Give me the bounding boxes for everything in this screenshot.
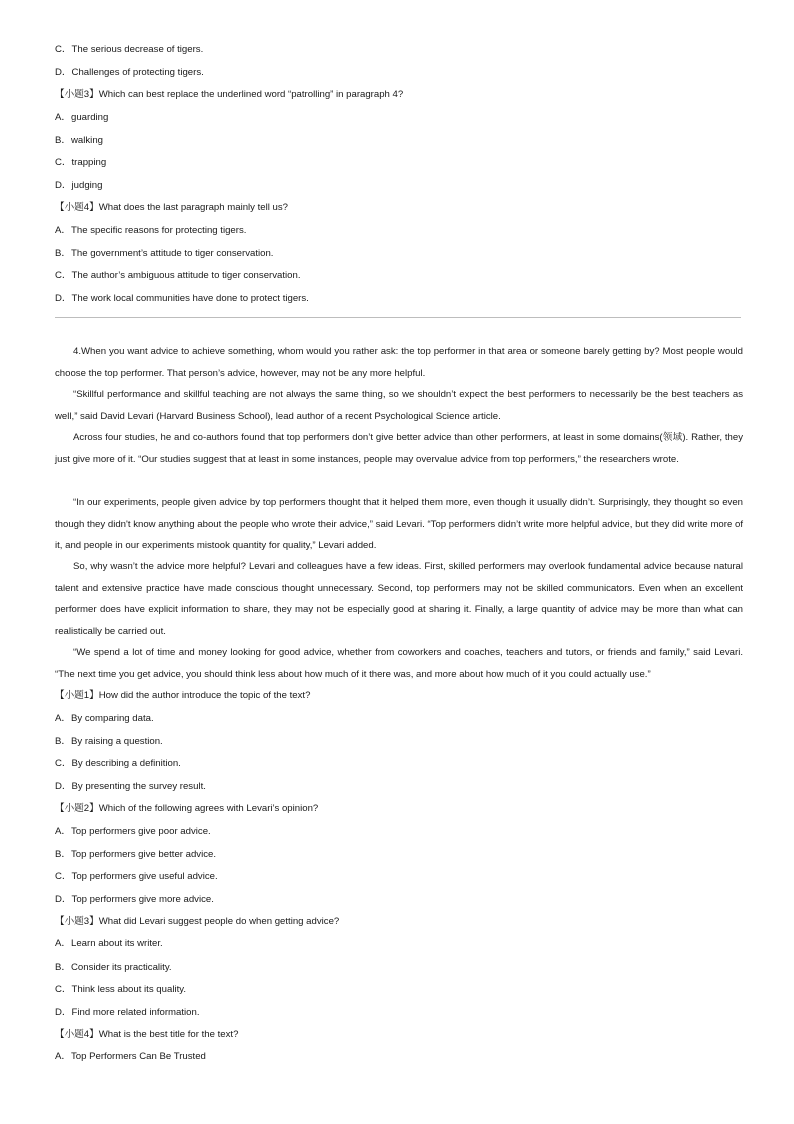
option-a: A．Top Performers Can Be Trusted — [55, 1051, 206, 1062]
passage-paragraph: So, why wasn’t the advice more helpful? Levari and colleagues have a few ideas. First, skilled performers may overlook fundamental advice because natural talent and extensive practice have made conscious thought unnecessary. Second, top performers may not be skilled communicators. Even when an excellent performer does have explicit information to share, they may not be especially good at sharing it. Finally, a large quantity of advice may be more than what can realistically be carried out. — [55, 561, 743, 637]
option-b: B．Consider its practicality. — [55, 962, 172, 973]
passage-paragraph: Across four studies, he and co-authors found that top performers don’t give better advice than other performers, at least in some domains(领域). Rather, they just give more of it. “Our studies suggest that at least in some instances, people may overvalue advice from top performers,” the researchers wrote. — [55, 432, 743, 465]
passage-paragraph: “We spend a lot of time and money looking for good advice, whether from coworkers and coaches, teachers and tutors, or friends and family,” said Levari. “The next time you get advice, you should think less about how much of it there was, and more about how much of it you could actually use.” — [55, 647, 743, 680]
option-d: D．The work local communities have done to protect tigers. — [55, 293, 309, 304]
option-c: C．Top performers give useful advice. — [55, 871, 218, 882]
option-a: A．By comparing data. — [55, 713, 154, 724]
option-d: D．By presenting the survey result. — [55, 781, 206, 792]
option-c: C．Think less about its quality. — [55, 984, 186, 995]
option-a: A．Learn about its writer. — [55, 938, 163, 949]
passage-paragraph: “In our experiments, people given advice by top performers thought that it helped them more, even though it usually didn’t. Surprisingly, they thought so even though they didn't know anything about the people who wrote their advice,” said Levari. “Top performers didn’t write more helpful advice, but they did write more of it, and people in our experiments mistook quantity for quality,” Levari added. — [55, 497, 743, 551]
question-4: 【小题4】What does the last paragraph mainly tell us? — [55, 202, 289, 213]
option-a: A．The specific reasons for protecting tigers. — [55, 225, 247, 236]
option-c: C．trapping — [55, 157, 107, 168]
passage-paragraph: 4.When you want advice to achieve something, whom would you rather ask: the top performer in that area or someone barely getting by? Most people would choose the top performer. That person’s advice, however, may not be any more helpful. — [55, 346, 743, 379]
option-c: C．The serious decrease of tigers. — [55, 44, 204, 55]
option-c: C．The author’s ambiguous attitude to tiger conservation. — [55, 270, 301, 281]
option-b: B．Top performers give better advice. — [55, 849, 217, 860]
section-divider — [55, 317, 741, 318]
option-d: D．Challenges of protecting tigers. — [55, 67, 204, 78]
option-d: D．Find more related information. — [55, 1007, 200, 1018]
option-c: C．By describing a definition. — [55, 758, 181, 769]
question-2: 【小题2】Which of the following agrees with Levari’s opinion? — [55, 803, 319, 814]
option-b: B．walking — [55, 135, 103, 146]
option-d: D．Top performers give more advice. — [55, 894, 214, 905]
option-a: A．guarding — [55, 112, 109, 123]
option-d: D．judging — [55, 180, 103, 191]
question-3: 【小题3】What did Levari suggest people do when getting advice? — [55, 916, 340, 927]
question-1: 【小题1】How did the author introduce the topic of the text? — [55, 690, 311, 701]
question-4: 【小题4】What is the best title for the text? — [55, 1029, 239, 1040]
option-b: B．The government’s attitude to tiger conservation. — [55, 248, 274, 259]
question-3: 【小题3】Which can best replace the underlined word “patrolling” in paragraph 4? — [55, 89, 404, 100]
passage-paragraph: “Skillful performance and skillful teaching are not always the same thing, so we shouldn’t expect the best performers to necessarily be the best teachers as well,” said David Levari (Harvard Business School), lead author of a recent Psychological Science article. — [55, 389, 743, 422]
option-a: A．Top performers give poor advice. — [55, 826, 211, 837]
option-b: B．By raising a question. — [55, 736, 163, 747]
